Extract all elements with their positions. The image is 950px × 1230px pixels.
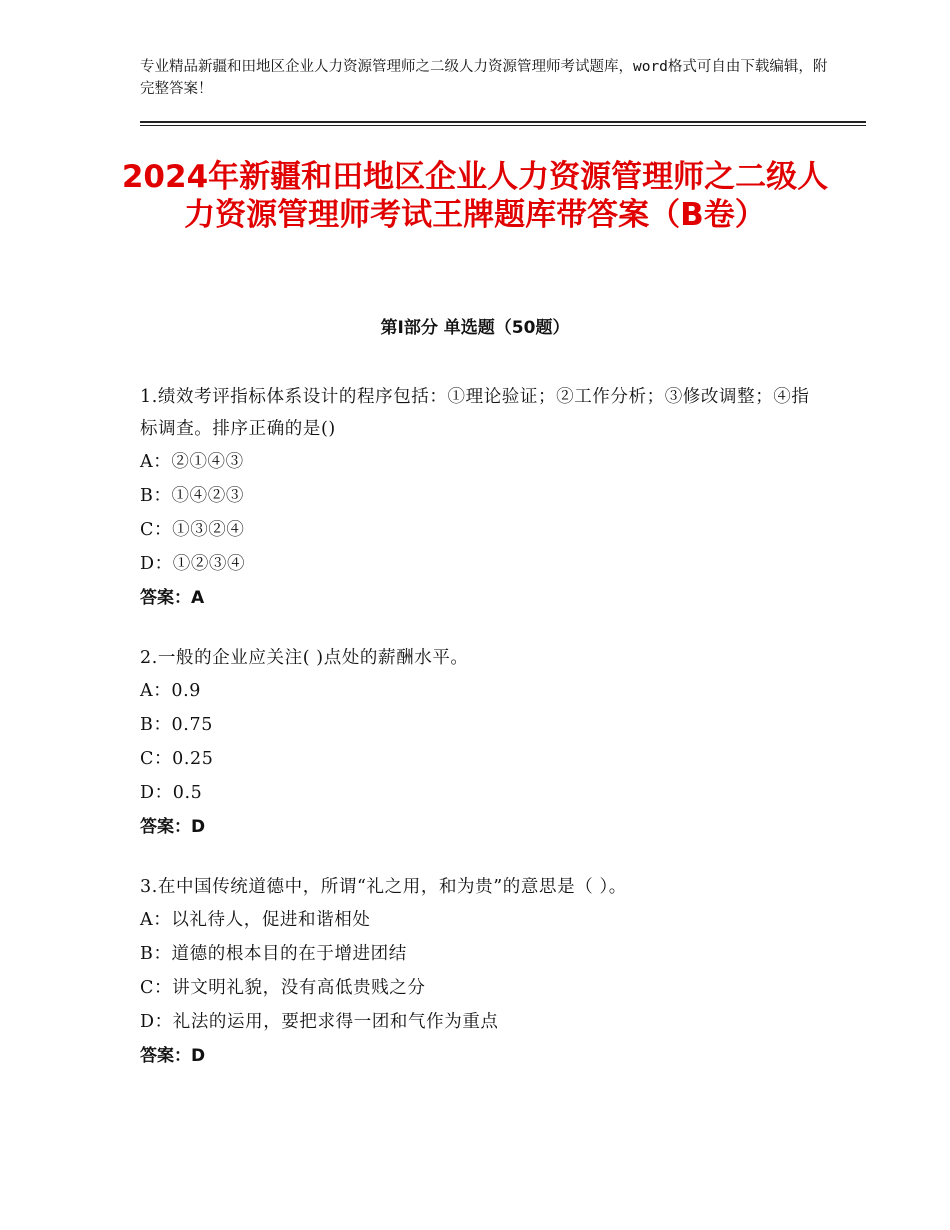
question-stem: 3.在中国传统道德中，所谓“礼之用，和为贵”的意思是（ ）。	[140, 877, 627, 897]
header-note: 专业精品新疆和田地区企业人力资源管理师之二级人力资源管理师考试题库，word格式可自由下载编辑，附完整答案！	[140, 59, 828, 97]
question-3	[140, 871, 820, 1073]
option-b: B：0.75	[140, 715, 213, 735]
question-list	[140, 381, 820, 1100]
option-d: D：①②③④	[140, 554, 246, 574]
option-a: A：②①④③	[140, 452, 244, 472]
option-c: C：讲文明礼貌，没有高低贵贱之分	[140, 978, 426, 998]
section-title: 第Ⅰ部分 单选题（50题）	[380, 318, 570, 338]
answer-label: 答案：D	[140, 1046, 206, 1066]
header-rule-thin	[140, 125, 866, 126]
question-stem: 2.一般的企业应关注( )点处的薪酬水平。	[140, 648, 469, 668]
header-rule-thick	[140, 121, 866, 123]
answer-label: 答案：D	[140, 817, 206, 837]
answer-label: 答案：A	[140, 588, 205, 608]
option-d: D：礼法的运用，要把求得一团和气作为重点	[140, 1012, 499, 1032]
option-b: B：道德的根本目的在于增进团结	[140, 944, 407, 964]
question-stem: 1.绩效考评指标体系设计的程序包括：①理论验证；②工作分析；③修改调整；④指标调查。排序正确的是()	[140, 387, 810, 439]
question-1	[140, 381, 820, 615]
option-a: A：以礼待人，促进和谐相处	[140, 910, 371, 930]
option-c: C：0.25	[140, 749, 214, 769]
option-d: D：0.5	[140, 783, 203, 803]
question-2	[140, 642, 820, 844]
document-title: 2024年新疆和田地区企业人力资源管理师之二级人力资源管理师考试王牌题库带答案（B卷）	[121, 159, 829, 233]
option-c: C：①③②④	[140, 520, 245, 540]
option-b: B：①④②③	[140, 486, 244, 506]
option-a: A：0.9	[140, 681, 201, 701]
